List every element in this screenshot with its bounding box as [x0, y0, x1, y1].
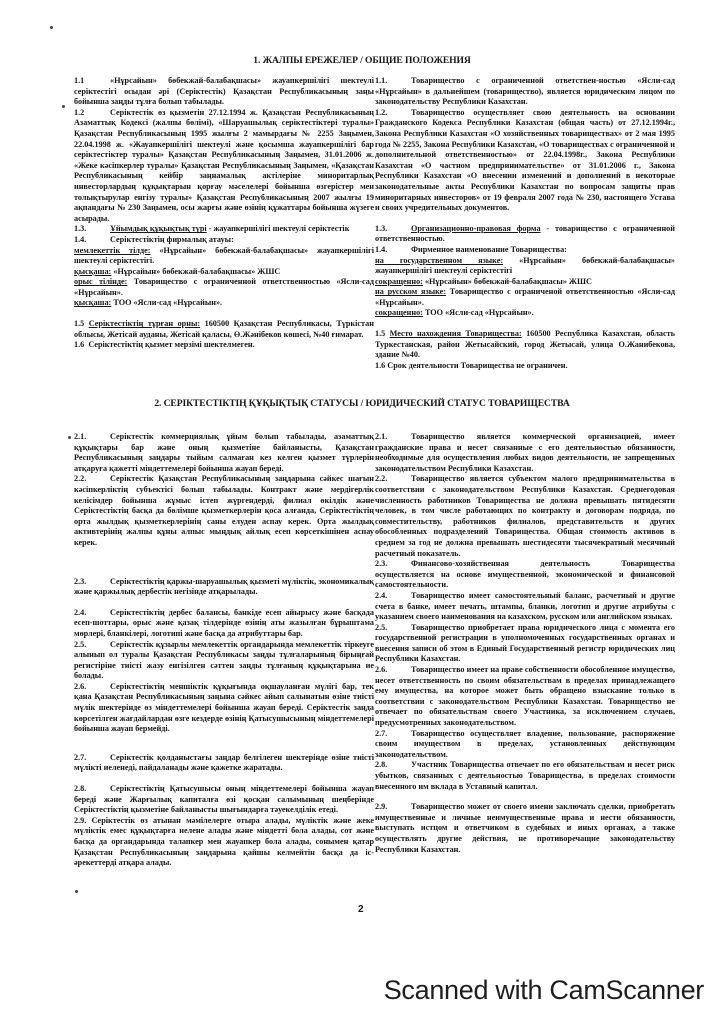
name-russian-short-ru: [375, 308, 675, 319]
section-2-kazakh-column: [74, 432, 374, 869]
clause-text: Товарищество осуществляет свою деятельность на основании Гражданского Кодекса Республики Казахстан (общая часть) от 27.12.1994г., Закона Республики Казахстан «О хозяйственных товариществах» от 2 мая 1995 года № 2255, Закона Республики Казахстан, «О товариществах с ограниченной и дополнительной ответственностью» от 22.04.1998г., Закона Республики Казахстан «О частном предпринимательстве» от 31.01.2006 г., Закона Республики Казахстан «О внесении изменений и дополнений в некоторые законодательные акты Республики Казахстан по вопросам защиты прав миноритарных инвесторов» от 19 февраля 2007 года № 230, настоящего Устава и своих учредительных документов.: [375, 107, 675, 213]
scan-speck: [68, 436, 71, 439]
clause-text: Товарищество является субъектом малого предпринимательства в соответствии с законодательством Республики Казахстан. Среднегодовая численность работников Товарищества не должна превышать пятидесяти человек, в том числе работающих по контракту и договорам подряда, по совместительству, работников филиалов, представительств и других обособленных подразделений Товарищества. Общая стоимость активов в среднем за год не должна превышать шестидесяти тысячекратный месячный расчетный показатель.: [375, 474, 675, 558]
clause-number: 1.6: [74, 340, 85, 350]
clause-text: Товарищество имеет на праве собственности обособленное имущество, несет ответственность по своим обязательствам в пределах принадлежащего ему имущества, на которое может быть обращено взыскание только в соответствии с законодательством Республики Казахстан. Товарищество не отвечает по обязательствам своего Участника, за исключением случаев, предусмотренных законодательством.: [375, 665, 675, 728]
clause-number: 2.9.: [74, 815, 87, 825]
clause-text: Срок деятельности Товарищества не ограничен.: [387, 360, 568, 370]
clause-number: 2.2.: [375, 474, 388, 484]
clause-2-1-kz: [74, 432, 374, 474]
scan-speck: [50, 26, 53, 29]
clause-1-5-ru: [375, 329, 675, 361]
clause-number: 2.1.: [74, 432, 87, 441]
clause-number: 2.4.: [375, 590, 388, 600]
clause-number: 1.4.: [375, 244, 388, 254]
clause-2-7-kz: [74, 753, 374, 774]
clause-text: Фирменное наименование Товарищества:: [411, 244, 567, 254]
clause-number: 1.2.: [375, 107, 388, 117]
clause-text: Серіктестік өз атынан мәмілелерге отыра алады, мүліктік және жеке мүліктік емес құқықтарға иелене алады және міндетті бола алады, сот және басқа да органдарында талапкер мен жауапкер бола алады, сонымен қатар Қазақстан Республикасының заңдарына қайшы келмейтін басқа да іс-әрекеттерді атқара алады.: [74, 815, 375, 868]
clause-text: Серіктестіктің меншіктік құқығында оқшауланған мүлігі бар, тек қана Қазақстан Республикасының заңына сәйкес айып салынатын өзіне тиісті мүлік шектерінде өз міндеттемелері бойынша жауап береді. Серіктестік заңда көрсетілген жағдайлардан өзге кездерде өзінің Қатысушысының міндеттемелері бойынша жауап бермейді.: [74, 681, 374, 734]
name-label: сокращенно:: [375, 308, 423, 318]
section-1-kazakh-column: [74, 76, 374, 351]
clause-2-8-kz: [74, 784, 374, 816]
clause-number: 1.1: [74, 76, 85, 85]
clause-2-4-kz: [74, 608, 374, 640]
clause-text: 160500 Республика Казахстан, область Туркестанская, район Жетысайский, город Жетысай, улица О.Жанибекова, здание №40.: [375, 329, 675, 360]
name-state-language-kz: [74, 246, 374, 267]
clause-1-5-kz: [74, 319, 374, 340]
clause-2-9-ru: [375, 802, 675, 855]
clause-1-1-ru: [375, 76, 675, 108]
clause-text: 160500 Қазақстан Республикасы, Түркістан облысы, Жетісай ауданы, Жетісай қаласы, Ө.Жәнібеков көшесі, №40 ғимарат.: [74, 319, 374, 339]
clause-number: 2.1.: [375, 432, 388, 441]
name-state-language-ru: [375, 256, 675, 277]
section-2-heading: 2. СЕРІКТЕСТІКТІҢ ҚҰҚЫҚТЫҚ СТАТУСЫ / ЮРИДИЧЕСКИЙ СТАТУС ТОВАРИЩЕСТВА: [154, 398, 570, 409]
name-value: ТОО «Ясли-сад «Нұрсайын».: [422, 308, 534, 318]
clause-number: 1.3.: [375, 223, 388, 233]
clause-1-6-kz: [74, 340, 374, 351]
clause-number: 2.5.: [375, 622, 388, 632]
clause-2-2-ru: [375, 474, 675, 559]
name-russian-ru: [375, 287, 675, 308]
name-value: «Нұрсайын» бөбекжай-балабақшасы» жауапкершілігі шектеулі серіктестігі.: [74, 245, 375, 266]
clause-text: - жауапкершілігі шектеулі серіктестік: [206, 224, 350, 234]
clause-1-1-kz: [74, 76, 374, 108]
clause-text: Товарищество приобретает права юридического лица с момента его государственной регистрации в уполномоченных государственных органах и внесения записи об этом в Единый Государственный регистр юридических лиц Республики Казахстан.: [375, 622, 675, 664]
clause-number: 2.3.: [375, 559, 388, 569]
name-short-ru: [375, 277, 675, 288]
clause-1-2-ru: [375, 108, 675, 214]
clause-text: Финансово-хозяйственная деятельность Товарищества осуществляется на основе имущественной, экономической и финансовой самостоятельности.: [375, 559, 675, 590]
clause-number: 2.4.: [74, 607, 87, 617]
name-label: сокращенно:: [375, 276, 423, 286]
clause-text: «Нұрсайын» бөбекжай-балабақшасы» жауапкершілігі шектеулі серіктестігі осыдан әрі (Серіктестік) Қазақстан Республикасының заңы бойынша заңды тұлға болып табылады.: [74, 76, 374, 107]
clause-text: Товарищество имеет самостоятельный баланс, расчетный и другие счета в банке, имеет печать, штампы, бланки, логотип и другие атрибуты с указанием своего наименования на казахском, русском или английском языках.: [375, 590, 675, 622]
name-label: қысқаша:: [74, 266, 112, 276]
clause-2-4-ru: [375, 591, 675, 623]
clause-1-4-kz: [74, 235, 374, 246]
name-value: «Нұрсайын» бөбекжай-балабақшасы» ЖШС: [422, 276, 592, 286]
section-2-russian-column: [375, 432, 675, 855]
clause-text: Серіктестіктің Қатысушысы оның міндеттемелері бойынша жауап береді және Жарғылық капиталға өзі қосқан салымының шеңберінде Серіктестіктің қызметіне байланысты шығындарға тәуекелділік етеді.: [74, 784, 374, 815]
clause-number: 2.8.: [74, 784, 87, 794]
clause-2-3-ru: [375, 559, 675, 591]
clause-number: 1.5: [375, 329, 386, 339]
clause-2-7-ru: [375, 729, 675, 761]
name-label: на русском языке:: [375, 287, 447, 297]
section-1-heading: 1. ЖАЛПЫ ЕРЕЖЕЛЕР / ОБЩИЕ ПОЛОЖЕНИЯ: [253, 55, 471, 66]
clause-2-6-kz: [74, 682, 374, 735]
clause-number: 2.2.: [74, 474, 87, 484]
page-number: 2: [358, 904, 364, 915]
clause-text: Серіктестіктің қызмет мерзімі шектелмеген.: [88, 340, 255, 350]
clause-number: 2.3.: [74, 576, 87, 586]
clause-label: Ұйымдық құқықтық түрі: [110, 224, 207, 234]
clause-text: Серіктестік Қазақстан Республикасының заңдарына сәйкес шағын кәсіпкерліктің субъектісі болып табылады. Контракт және мердігерлік келісімдер бойынша жұмыс істеп жүргендерді, филиал өкілдік және Серіктестіктің басқа да бөлімше қызметкерлерін қоса алғанда, Серіктестіктің орта жылдық қызметкерлерінің саны елуден аспау керек. Орта жылдық активтерінің жалпы құны алпыс мыңдық айлық есеп көрсеткішінен аспау керек.: [74, 474, 374, 547]
clause-2-3-kz: [74, 577, 374, 598]
clause-label: Место нахождения Товарищества:: [389, 329, 522, 339]
clause-number: 1.1.: [375, 76, 388, 85]
clause-text: Серіктестік коммерциялық ұйым болып табылады, азаматтық құқықтары бар және оның қызметіне байланысты, Қазақстан Республикасының заңдары тыйым салмаған кез келген қызмет түрлерін атқаруға қажетті міндеттемелері бойынша жауап береді.: [74, 432, 374, 473]
clause-2-8-ru: [375, 760, 675, 792]
clause-text: Товарищество является коммерческой организацией, имеет гражданские права и несет связанные с его деятельностью обязанности, необходимые для осуществления любых видов деятельности, не запрещенных законодательством Республики Казахстан.: [375, 432, 675, 473]
scan-speck: [62, 105, 65, 108]
name-short-kz: [74, 267, 374, 278]
clause-number: 1.3.: [74, 224, 87, 234]
name-label: на государственном языке:: [375, 255, 504, 265]
clause-1-6-ru: [375, 361, 675, 372]
clause-number: 1.4.: [74, 234, 87, 244]
clause-number: 2.9.: [375, 802, 388, 812]
clause-number: 1.2: [74, 107, 85, 117]
clause-1-4-ru: [375, 245, 675, 256]
name-label: мемлекеттік тілде:: [74, 245, 151, 255]
clause-text: Серіктестік құзырлы мемлекеттік органдарында мемлекеттік тіркеуге алынып ол туралы Қазақстан Республикасы заңды тұлғаларының бірыңғай регистіріне тиісті жазу енгізілген сәттен заңды тұлғаның құқықтарына ие болады.: [74, 639, 374, 681]
name-value: «Нұрсайын» бөбекжай-балабақшасы» жауапкершілігі шектеулі серіктестігі: [375, 255, 675, 276]
clause-text: Серіктестік өз қызметін 27.12.1994 ж. Қазақстан Республикасының Азаматтық Кодексі (жалпы бөлімі), «Шаруашылық серіктестіктері туралы» Қазақстан Республикасының 1995 жылғы 2 мамырдағы № 2255 Заңымен, 22.04.1998 ж. «Жауапкершілігі шектеулі және қосымша жауапкершілігі бар серіктестіктер туралы» Қазақстан Республикасының Заңымен, 31.01.2006 ж. «Жеке кәсіпкерлер туралы» Қазақстан Республикасының Заңымен, «Қазақстан Республикасының кейбір заңнамалық актілеріне миноритарлық инвесторлардың құқықтарын қорғау мәселелері бойынша өзгерістер мен толықтырулар енгізу туралы» Қазақстан Республикасының 2007 жылғы 19 ақпандағы № 230 Заңымен, осы жарғы және өзінің құжаттары бойынша жүзеге асырады.: [74, 107, 374, 223]
clause-2-6-ru: [375, 665, 675, 729]
name-value: Товарищество с ограниченой ответственностью «Ясли-сад «Нұрсайын».: [375, 287, 675, 307]
name-russian-kz: [74, 277, 374, 298]
name-value: «Нұрсайын» бөбекжай-балабақшасы» ЖШС: [111, 266, 281, 276]
clause-2-2-kz: [74, 474, 374, 548]
clause-number: 1.5: [74, 319, 85, 329]
clause-number: 2.6.: [74, 681, 87, 691]
clause-number: 2.6.: [375, 665, 388, 675]
clause-text: Товарищество с ограниченной ответствен-ностью «Ясли-сад «Нұрсайын» в дальнейшем (товарищество), является юридическим лицом по законодательству Республики Казахстан.: [375, 76, 675, 107]
clause-number: 1.6: [375, 360, 386, 370]
clause-text: Серіктестіктің фирмалық атауы:: [110, 234, 234, 244]
name-value: ТОО «Ясли-сад «Нұрсайын».: [111, 298, 223, 308]
clause-2-9-kz: [74, 816, 374, 869]
clause-number: 2.8.: [375, 760, 388, 770]
name-russian-short-kz: [74, 298, 374, 309]
clause-2-1-ru: [375, 432, 675, 474]
clause-text: Товарищество осуществляет владение, пользование, распоряжение своим имуществом в пределах, установленных действующим законодательством.: [375, 728, 675, 759]
clause-2-5-kz: [74, 640, 374, 682]
clause-1-3-kz: [74, 224, 374, 235]
clause-text: Серіктестік қолданыстағы заңдар белгілеген шектерінде өзіне тиісті мүлікті иеленеді, пайдаланады және қажетке жаратады.: [74, 752, 374, 773]
camscanner-watermark: Scanned with CamScanner: [383, 975, 704, 1005]
clause-text: Товарищество может от своего имени заключать сделки, приобретать имущественные и личные неимущественные права и нести обязанности, выступать истцом и ответчиком в судебных и иных органах, а также осуществлять другие действия, не противоречащие законодательству Республики Казахстан.: [375, 802, 675, 854]
clause-text: - товарищество с ограниченной ответственностью.: [375, 223, 675, 244]
name-label: орыс тілінде:: [74, 277, 128, 287]
clause-text: Серіктестіктің қаржы-шаруашылық қызметі мүліктік, экономикалық және қаржылық дербестік негізінде атқарылады.: [74, 576, 374, 597]
clause-1-2-kz: [74, 108, 374, 225]
section-1-russian-column: [375, 76, 675, 371]
clause-number: 2.5.: [74, 639, 87, 649]
clause-1-3-ru: [375, 224, 675, 245]
clause-label: Серіктестіктің тұрған орны:: [88, 319, 201, 329]
clause-number: 2.7.: [74, 752, 87, 762]
scan-speck: [75, 890, 78, 893]
clause-text: Участник Товарищества отвечает по его обязательствам и несет риск убытков, связанных с деятельностью Товарищества, в пределах стоимости внесенного им вклада в Уставный капитал.: [375, 760, 675, 791]
clause-number: 2.7.: [375, 728, 388, 738]
clause-2-5-ru: [375, 623, 675, 665]
name-label: қысқаша:: [74, 298, 112, 308]
clause-text: Серіктестіктің дербес балансы, банкіде есеп айырысу және басқада есеп-шоттары, орыс және қазақ тілдерінде өзінің аты жазылған бұрыштама мөрлері, бланкілері, логотипі және басқа да атрибуттары бар.: [74, 607, 374, 638]
clause-label: Организационно-правовая форма: [411, 223, 541, 233]
name-value: Товарищество с ограниченной ответственностью «Ясли-сад «Нұрсайын».: [74, 277, 374, 297]
